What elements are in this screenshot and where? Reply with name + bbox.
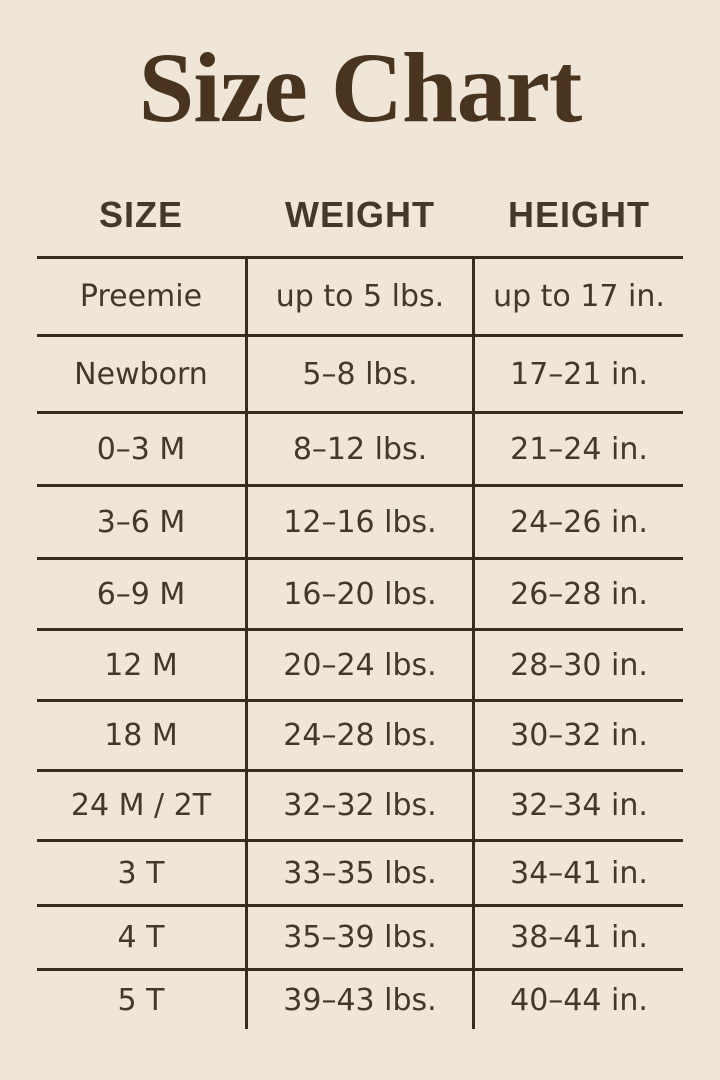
size-cell: 12 M bbox=[104, 647, 178, 683]
weight-cell: 39–43 lbs. bbox=[245, 971, 475, 1029]
weight-cell: 33–35 lbs. bbox=[245, 842, 475, 904]
size-cell: 0–3 M bbox=[96, 431, 186, 467]
table-row-18m bbox=[37, 699, 683, 769]
weight-cell: 8–12 lbs. bbox=[245, 414, 475, 484]
size-table bbox=[37, 256, 683, 1029]
size-cell: 5 T bbox=[117, 982, 165, 1018]
weight-cell: 20–24 lbs. bbox=[245, 631, 475, 699]
weight-cell: 16–20 lbs. bbox=[245, 560, 475, 628]
size-cell: Newborn bbox=[74, 356, 208, 392]
height-cell: 40–44 in. bbox=[510, 982, 648, 1018]
size-cell: 3–6 M bbox=[96, 504, 186, 540]
size-cell: 3 T bbox=[117, 855, 165, 891]
height-cell: 24–26 in. bbox=[510, 504, 648, 540]
weight-cell: up to 5 lbs. bbox=[245, 259, 475, 334]
table-row-12m bbox=[37, 628, 683, 699]
height-cell: 26–28 in. bbox=[510, 576, 648, 612]
table-row-3t bbox=[37, 839, 683, 904]
weight-cell: 35–39 lbs. bbox=[245, 907, 475, 968]
weight-cell: 12–16 lbs. bbox=[245, 487, 475, 557]
height-cell: 28–30 in. bbox=[510, 647, 648, 683]
page-title: Size Chart bbox=[138, 32, 582, 143]
size-cell: 24 M / 2T bbox=[70, 788, 212, 823]
weight-cell: 24–28 lbs. bbox=[245, 702, 475, 769]
table-row-6-9m bbox=[37, 557, 683, 628]
height-cell: 21–24 in. bbox=[510, 431, 648, 467]
column-header-weight: WEIGHT bbox=[285, 194, 435, 235]
weight-cell: 32–32 lbs. bbox=[245, 772, 475, 839]
weight-cell: 5–8 lbs. bbox=[245, 337, 475, 411]
table-row-24m-2t bbox=[37, 769, 683, 839]
size-cell: 18 M bbox=[104, 718, 178, 753]
table-row-preemie bbox=[37, 256, 683, 334]
table-row-3-6m bbox=[37, 484, 683, 557]
height-cell: 32–34 in. bbox=[510, 788, 648, 823]
height-cell: 30–32 in. bbox=[510, 718, 648, 753]
height-cell: 17–21 in. bbox=[510, 356, 648, 392]
table-row-newborn bbox=[37, 334, 683, 411]
table-row-5t bbox=[37, 968, 683, 1029]
table-row-4t bbox=[37, 904, 683, 968]
size-cell: 6–9 M bbox=[96, 576, 186, 612]
table-header-row bbox=[37, 194, 683, 236]
column-header-height: HEIGHT bbox=[507, 194, 650, 235]
height-cell: 34–41 in. bbox=[510, 855, 648, 891]
size-cell: Preemie bbox=[79, 279, 203, 314]
height-cell: 38–41 in. bbox=[510, 920, 648, 955]
size-cell: 4 T bbox=[117, 920, 165, 955]
height-cell: up to 17 in. bbox=[493, 279, 665, 314]
column-header-size: SIZE bbox=[98, 194, 183, 235]
table-row-0-3m bbox=[37, 411, 683, 484]
